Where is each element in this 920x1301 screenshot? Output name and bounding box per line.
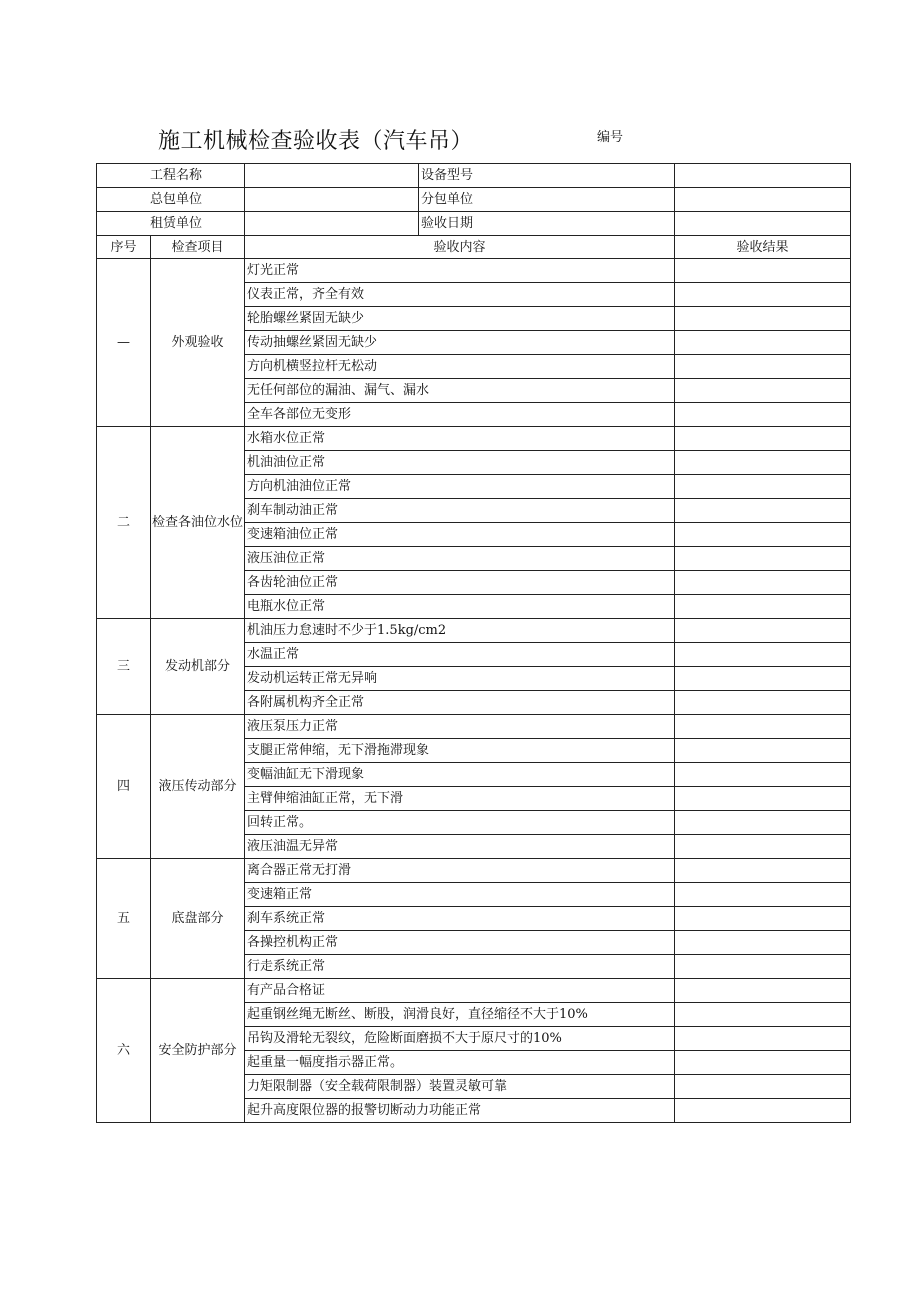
result-cell[interactable]: [675, 667, 851, 691]
acceptance-date-label: 验收日期: [419, 212, 675, 236]
result-cell[interactable]: [675, 427, 851, 451]
check-item: 起升高度限位器的报警切断动力功能正常: [245, 1099, 675, 1123]
check-item: 变速箱油位正常: [245, 523, 675, 547]
subcontractor-field[interactable]: [675, 188, 851, 212]
result-cell[interactable]: [675, 547, 851, 571]
check-item: 灯光正常: [245, 259, 675, 283]
result-cell[interactable]: [675, 331, 851, 355]
info-row-3: [97, 212, 851, 236]
info-row-2: [97, 188, 851, 212]
result-cell[interactable]: [675, 1051, 851, 1075]
check-item: 起重钢丝绳无断丝、断股，润滑良好，直径缩径不大于10%: [245, 1003, 675, 1027]
check-item: 机油压力怠速时不少于1.5kg∕cm2: [245, 619, 675, 643]
check-item: 起重量一幅度指示器正常。: [245, 1051, 675, 1075]
header-seq: 序号: [97, 236, 151, 259]
info-row-1: [97, 164, 851, 188]
check-item: 液压油位正常: [245, 547, 675, 571]
check-item: 变幅油缸无下滑现象: [245, 763, 675, 787]
section-seq: 五: [97, 859, 151, 979]
result-cell[interactable]: [675, 835, 851, 859]
result-cell[interactable]: [675, 379, 851, 403]
inspection-table: [96, 163, 851, 1123]
check-item: 水箱水位正常: [245, 427, 675, 451]
result-cell[interactable]: [675, 739, 851, 763]
check-item: 刹车制动油正常: [245, 499, 675, 523]
check-item: 轮胎螺丝紧固无缺少: [245, 307, 675, 331]
general-contractor-field[interactable]: [245, 188, 419, 212]
result-cell[interactable]: [675, 787, 851, 811]
check-item: 各附属机构齐全正常: [245, 691, 675, 715]
form-number-label: 编号: [597, 130, 624, 145]
result-cell[interactable]: [675, 715, 851, 739]
subcontractor-label: 分包单位: [419, 188, 675, 212]
check-item: 液压泵压力正常: [245, 715, 675, 739]
check-item: 各操控机构正常: [245, 931, 675, 955]
equipment-model-field[interactable]: [675, 164, 851, 188]
section-name: 发动机部分: [151, 619, 245, 715]
result-cell[interactable]: [675, 307, 851, 331]
result-cell[interactable]: [675, 259, 851, 283]
check-item: 发动机运转正常无异响: [245, 667, 675, 691]
table-row: [97, 427, 851, 451]
check-item: 方向机油油位正常: [245, 475, 675, 499]
section-name: 安全防护部分: [151, 979, 245, 1123]
result-cell[interactable]: [675, 907, 851, 931]
check-item: 主臂伸缩油缸正常，无下滑: [245, 787, 675, 811]
check-item: 回转正常。: [245, 811, 675, 835]
result-cell[interactable]: [675, 859, 851, 883]
result-cell[interactable]: [675, 955, 851, 979]
check-item: 仪表正常，齐全有效: [245, 283, 675, 307]
header-content: 验收内容: [245, 236, 675, 259]
table-row: [97, 619, 851, 643]
check-item: 全车各部位无变形: [245, 403, 675, 427]
section-name: 外观验收: [151, 259, 245, 427]
result-cell[interactable]: [675, 619, 851, 643]
section-seq: 六: [97, 979, 151, 1123]
check-item: 水温正常: [245, 643, 675, 667]
result-cell[interactable]: [675, 763, 851, 787]
result-cell[interactable]: [675, 1027, 851, 1051]
result-cell[interactable]: [675, 1003, 851, 1027]
result-cell[interactable]: [675, 1099, 851, 1123]
result-cell[interactable]: [675, 571, 851, 595]
result-cell[interactable]: [675, 451, 851, 475]
lessor-label: 租赁单位: [97, 212, 245, 236]
header-result: 验收结果: [675, 236, 851, 259]
check-item: 液压油温无异常: [245, 835, 675, 859]
check-item: 有产品合格证: [245, 979, 675, 1003]
table-row: [97, 859, 851, 883]
check-item: 方向机横竖拉杆无松动: [245, 355, 675, 379]
check-item: 离合器正常无打滑: [245, 859, 675, 883]
section-name: 检查各油位水位: [151, 427, 245, 619]
result-cell[interactable]: [675, 643, 851, 667]
result-cell[interactable]: [675, 931, 851, 955]
result-cell[interactable]: [675, 1075, 851, 1099]
acceptance-date-field[interactable]: [675, 212, 851, 236]
general-contractor-label: 总包单位: [97, 188, 245, 212]
result-cell[interactable]: [675, 499, 851, 523]
result-cell[interactable]: [675, 883, 851, 907]
form-title: 施工机械检查验收表（汽车吊）: [158, 129, 474, 154]
section-seq: 三: [97, 619, 151, 715]
project-name-field[interactable]: [245, 164, 419, 188]
table-row: [97, 715, 851, 739]
table-row: [97, 259, 851, 283]
result-cell[interactable]: [675, 355, 851, 379]
check-item: 无任何部位的漏油、漏气、漏水: [245, 379, 675, 403]
result-cell[interactable]: [675, 403, 851, 427]
check-item: 刹车系统正常: [245, 907, 675, 931]
section-seq: 四: [97, 715, 151, 859]
header-item: 检查项目: [151, 236, 245, 259]
header-row: [97, 236, 851, 259]
check-item: 吊钩及滑轮无裂纹，危险断面磨损不大于原尺寸的10%: [245, 1027, 675, 1051]
section-name: 液压传动部分: [151, 715, 245, 859]
equipment-model-label: 设备型号: [419, 164, 675, 188]
result-cell[interactable]: [675, 979, 851, 1003]
check-item: 机油油位正常: [245, 451, 675, 475]
check-item: 力矩限制器（安全载荷限制器）装置灵敏可靠: [245, 1075, 675, 1099]
check-item: 变速箱正常: [245, 883, 675, 907]
table-row: [97, 979, 851, 1003]
check-item: 行走系统正常: [245, 955, 675, 979]
section-name: 底盘部分: [151, 859, 245, 979]
check-item: 各齿轮油位正常: [245, 571, 675, 595]
check-item: 传动抽螺丝紧固无缺少: [245, 331, 675, 355]
lessor-field[interactable]: [245, 212, 419, 236]
result-cell[interactable]: [675, 283, 851, 307]
result-cell[interactable]: [675, 691, 851, 715]
check-item: 支腿正常伸缩，无下滑拖滞现象: [245, 739, 675, 763]
result-cell[interactable]: [675, 523, 851, 547]
section-seq: —: [97, 259, 151, 427]
result-cell[interactable]: [675, 811, 851, 835]
section-seq: 二: [97, 427, 151, 619]
result-cell[interactable]: [675, 595, 851, 619]
check-item: 电瓶水位正常: [245, 595, 675, 619]
project-name-label: 工程名称: [97, 164, 245, 188]
result-cell[interactable]: [675, 475, 851, 499]
